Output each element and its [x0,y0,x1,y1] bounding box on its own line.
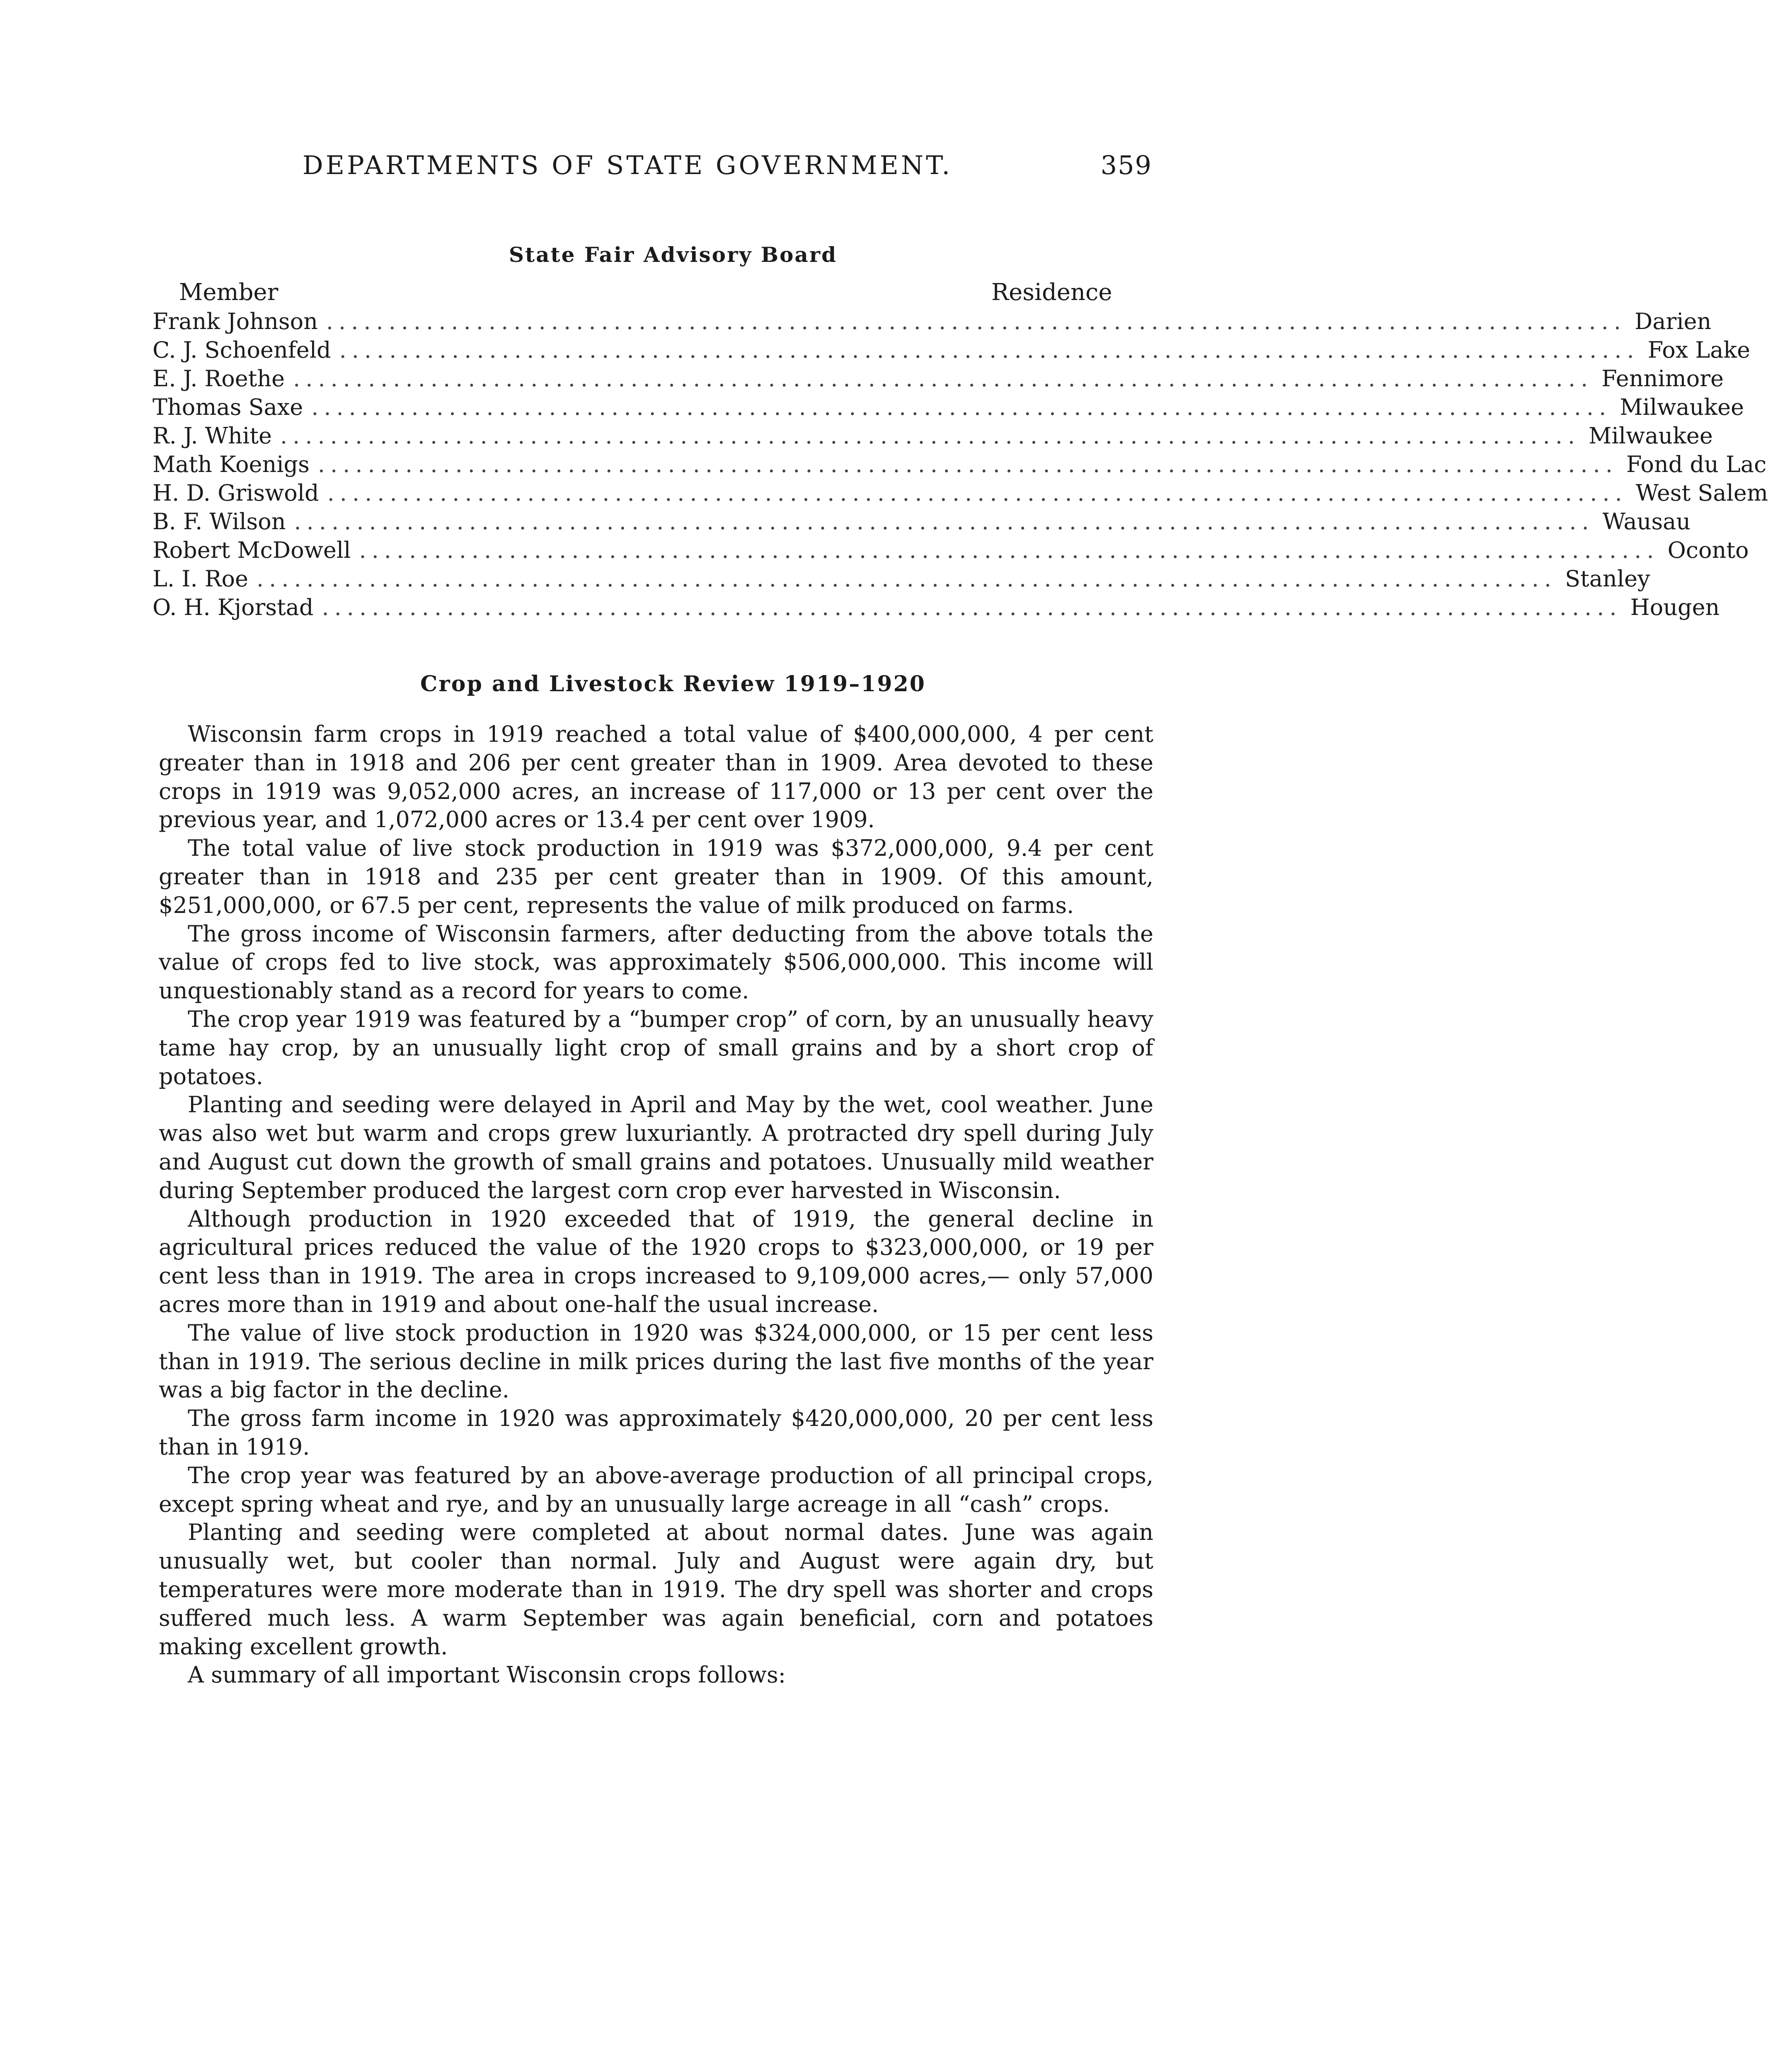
roster-row [153,451,1767,480]
dot-leader: ........................................................................................................ [256,566,1557,592]
roster-row [153,508,1691,537]
member-residence: Hougen [1630,594,1720,620]
member-residence: West Salem [1635,480,1768,506]
roster-row [153,366,1724,394]
member-residence: Milwaukee [1589,423,1713,449]
dot-leader: ........................................................................................................ [339,337,1640,363]
dot-leader: ........................................................................................................ [280,423,1581,449]
dot-leader: ........................................................................................................ [294,508,1594,535]
dot-leader: ........................................................................................................ [359,537,1659,563]
dot-leader: ........................................................................................................ [311,394,1612,420]
dot-leader: ........................................................................................................ [327,480,1628,506]
paragraph: A summary of all important Wisconsin crops follows: [188,1662,786,1688]
member-roster [153,308,1768,623]
roster-row [153,337,1751,366]
member-residence: Fond du Lac [1626,451,1767,477]
member-name: O. H. Kjorstad [153,594,314,620]
member-name: Frank Johnson [153,308,318,334]
member-column-heading: Member [179,279,279,306]
paragraph: The crop year 1919 was featured by a “bumper crop” of corn, by an unusually heavy tame hay crop, by an unusually light crop of small grains and by a short crop of potatoes. [159,1006,1153,1089]
roster-row [153,537,1749,566]
member-name: B. F. Wilson [153,508,286,535]
roster-row [153,594,1720,623]
paragraph: The gross farm income in 1920 was approximately $420,000,000, 20 per cent less than in 1919. [159,1405,1153,1460]
member-name: Math Koenigs [153,451,310,477]
member-residence: Darien [1635,308,1712,334]
page-number: 359 [1100,150,1152,180]
member-residence: Stanley [1565,566,1650,592]
dot-leader: ........................................................................................................ [317,451,1618,477]
paragraph: Planting and seeding were delayed in April and May by the wet, cool weather. June was also wet but warm and crops grew luxuriantly. A protracted dry spell during July and August cut down the growth of small grains and potatoes. Unusually mild weather during September produced the largest corn crop ever harvested in Wisconsin. [159,1092,1153,1203]
running-header [303,150,1152,180]
member-name: E. J. Roethe [153,366,285,392]
member-name: H. D. Griswold [153,480,319,506]
member-name: L. I. Roe [153,566,248,592]
member-residence: Fox Lake [1647,337,1751,363]
member-name: R. J. White [153,423,272,449]
running-title: DEPARTMENTS OF STATE GOVERNMENT. [303,150,953,180]
roster-row [153,480,1768,508]
paragraph: The crop year was featured by an above-average production of all principal crops, except spring wheat and rye, and by an unusually large acreage in all “cash” crops. [159,1462,1153,1517]
member-residence: Milwaukee [1620,394,1744,420]
board-section-title: State Fair Advisory Board [509,242,838,267]
roster-row [153,423,1713,451]
dot-leader: ........................................................................................................ [326,308,1627,334]
paragraph: The value of live stock production in 1920 was $324,000,000, or 15 per cent less than in 1919. The serious decline in milk prices during the last five months of the year was a big factor in the decline. [159,1319,1153,1403]
paragraph: Planting and seeding were completed at about normal dates. June was again unusually wet, but cooler than normal. July and August were again dry, but temperatures were more moderate than in 1919. The dry spell was shorter and crops suffered much less. A warm September was again beneficial, corn and potatoes making excellent growth. [159,1519,1153,1660]
dot-leader: ........................................................................................................ [322,594,1622,620]
paragraph: The total value of live stock production in 1919 was $372,000,000, 9.4 per cent greater than in 1918 and 235 per cent greater than in 1909. Of this amount, $251,000,000, or 67.5 per cent, represents the value of milk produced on farms. [159,835,1153,918]
member-name: Thomas Saxe [153,394,303,420]
paragraph: The gross income of Wisconsin farmers, after deducting from the above totals the value of crops fed to live stock, was approximately $506,000,000. This income will unquestionably stand as a record for years to come. [159,920,1153,1004]
roster-row [153,308,1712,337]
residence-column-heading: Residence [991,279,1112,306]
member-name: C. J. Schoenfeld [153,337,331,363]
roster-row [153,566,1650,594]
member-name: Robert McDowell [153,537,351,563]
paragraph: Wisconsin farm crops in 1919 reached a total value of $400,000,000, 4 per cent greater than in 1918 and 206 per cent greater than in 1909. Area devoted to these crops in 1919 was 9,052,000 acres, an increase of 117,000 or 13 per cent over the previous year, and 1,072,000 acres or 13.4 per cent over 1909. [159,721,1153,833]
roster-row [153,394,1744,423]
member-residence: Fennimore [1601,366,1724,392]
member-residence: Wausau [1602,508,1691,535]
review-section-title: Crop and Livestock Review 1919–1920 [420,671,926,697]
dot-leader: ........................................................................................................ [293,366,1594,392]
paragraph: Although production in 1920 exceeded that of 1919, the general decline in agricultural prices reduced the value of the 1920 crops to $323,000,000, or 19 per cent less than in 1919. The area in crops increased to 9,109,000 acres,— only 57,000 acres more than in 1919 and about one-half the usual increase. [159,1205,1153,1317]
member-residence: Oconto [1667,537,1749,563]
review-body [159,720,1153,1690]
